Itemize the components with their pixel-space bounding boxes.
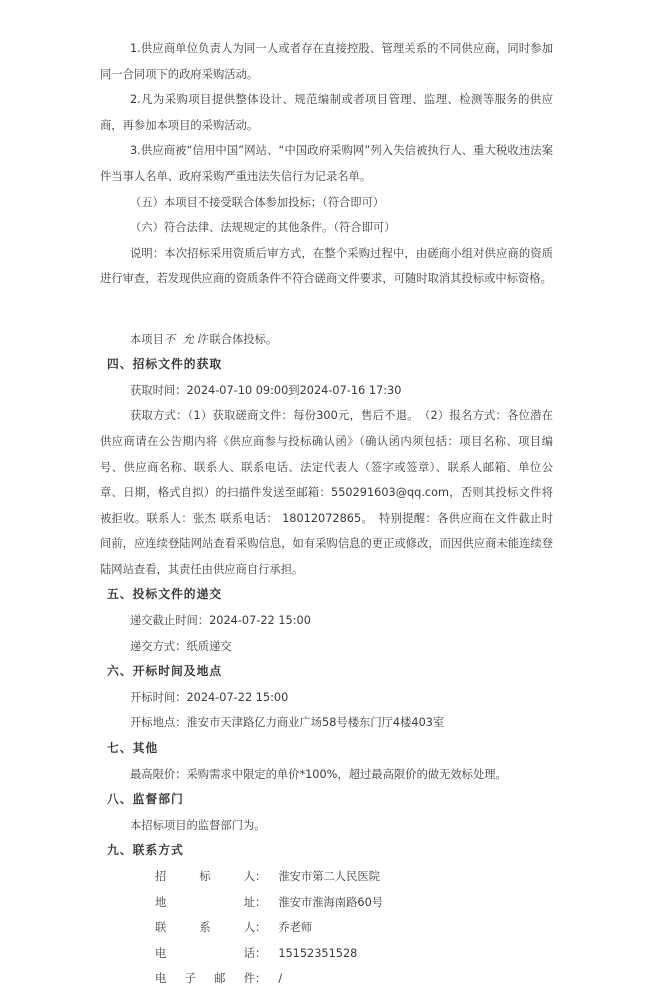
contact-value-address: 淮安市淮海南路60号 [278, 895, 384, 909]
contact-colon: ： [255, 972, 267, 986]
contact-colon: ： [255, 946, 267, 960]
contact-colon: ： [255, 895, 267, 909]
submission-method: 递交方式：纸质递交 [130, 639, 232, 653]
qualification-review-note: 说明：本次招标采用资质后审方式，在整个采购过程中，由磋商小组对供应商的资质进行审查，若发现供应商的资质条件不符合磋商文件要求，可随时取消其投标或中标资格。 [100, 246, 553, 286]
contact-row-person [100, 915, 553, 941]
section-heading-other: 七、其他 [107, 741, 159, 756]
opening-location: 开标地点：淮安市天津路亿力商业广场58号楼东门厅4楼403室 [130, 716, 445, 730]
section-heading-contact: 九、联系方式 [107, 843, 184, 858]
no-consortium-emphasis: 不 允许 [163, 332, 210, 346]
contact-label-email: 电 子 邮 件 [155, 972, 255, 986]
no-consortium-suffix: 联合体投标。 [209, 332, 278, 346]
contact-label-bidder: 招 标 人 [155, 870, 255, 883]
section-heading-bid-opening: 六、开标时间及地点 [107, 664, 223, 679]
obtain-time: 获取时间：2024-07-10 09:00到2024-07-16 17:30 [130, 383, 402, 397]
intro-paragraph-3: 3.供应商被“信用中国”网站、“中国政府采购网”列入失信被执行人、重大税收违法案件当事人名单、政府采购严重违法失信行为记录名单。 [100, 144, 553, 183]
section-heading-supervision: 八、监督部门 [107, 792, 184, 807]
contact-value-person: 乔老师 [278, 921, 313, 935]
no-consortium-prefix: 本项目 [130, 332, 164, 346]
clause-six: （六）符合法律、法规规定的其他条件。（符合即可） [130, 221, 396, 235]
opening-time: 开标时间：2024-07-22 15:00 [130, 690, 289, 704]
intro-paragraph-1: 1.供应商单位负责人为同一人或者存在直接控股、管理关系的不同供应商，同时参加同一合同项下的政府采购活动。 [100, 42, 553, 81]
contact-label-address: 地 址 [155, 895, 255, 909]
no-consortium-statement [100, 301, 553, 352]
section-heading-obtain-documents: 四、招标文件的获取 [107, 357, 223, 372]
contact-value-phone: 15152351528 [278, 946, 358, 960]
section-heading-bid-submission: 五、投标文件的递交 [107, 587, 223, 602]
contact-row-bidder [100, 864, 553, 890]
contact-row-address [100, 890, 553, 916]
contact-value-bidder: 淮安市第二人民医院 [278, 870, 380, 883]
supervision-department: 本招标项目的监督部门为。 [130, 818, 266, 832]
contact-label-phone: 电 话 [155, 946, 255, 960]
contact-value-email: / [278, 972, 283, 986]
intro-paragraph-2: 2.凡为采购项目提供整体设计、规范编制或者项目管理、监理、检测等服务的供应商，再参加本项目的采购活动。 [100, 93, 553, 132]
contact-row-email [100, 966, 553, 992]
obtain-method: 获取方式：（1）获取磋商文件：每份300元，售后不退。 （2）报名方式：各位潜在供应商请在公告期内将《供应商参与投标确认函》（确认函内须包括：项目名称、项目编号、供应商名称、联系人、联系电话、法定代表人（签字或签章）、联系人邮箱、单位公章、日期，格式自拟）的扫描件发送至邮箱：550291603@qq.com，否则其投标文件将被拒收。联系人：张杰 联系电话： 18012072865。 特别提醒：各供应商在文件截止时间前，应连续登陆网站查看采购信息，如有采购信息的更正或修改，而因供应商未能连续登陆网站查看，其责任由供应商自行承担。 [100, 409, 553, 576]
contact-colon: ： [255, 921, 267, 935]
price-ceiling: 最高限价：采购需求中限定的单价*100%，超过最高限价的做无效标处理。 [130, 767, 507, 781]
contact-label-person: 联 系 人 [155, 921, 255, 935]
contact-colon: ： [255, 870, 267, 883]
submission-deadline: 递交截止时间：2024-07-22 15:00 [130, 614, 311, 628]
clause-five: （五）本项目不接受联合体参加投标；（符合即可） [130, 195, 385, 209]
contact-row-phone [100, 941, 553, 967]
